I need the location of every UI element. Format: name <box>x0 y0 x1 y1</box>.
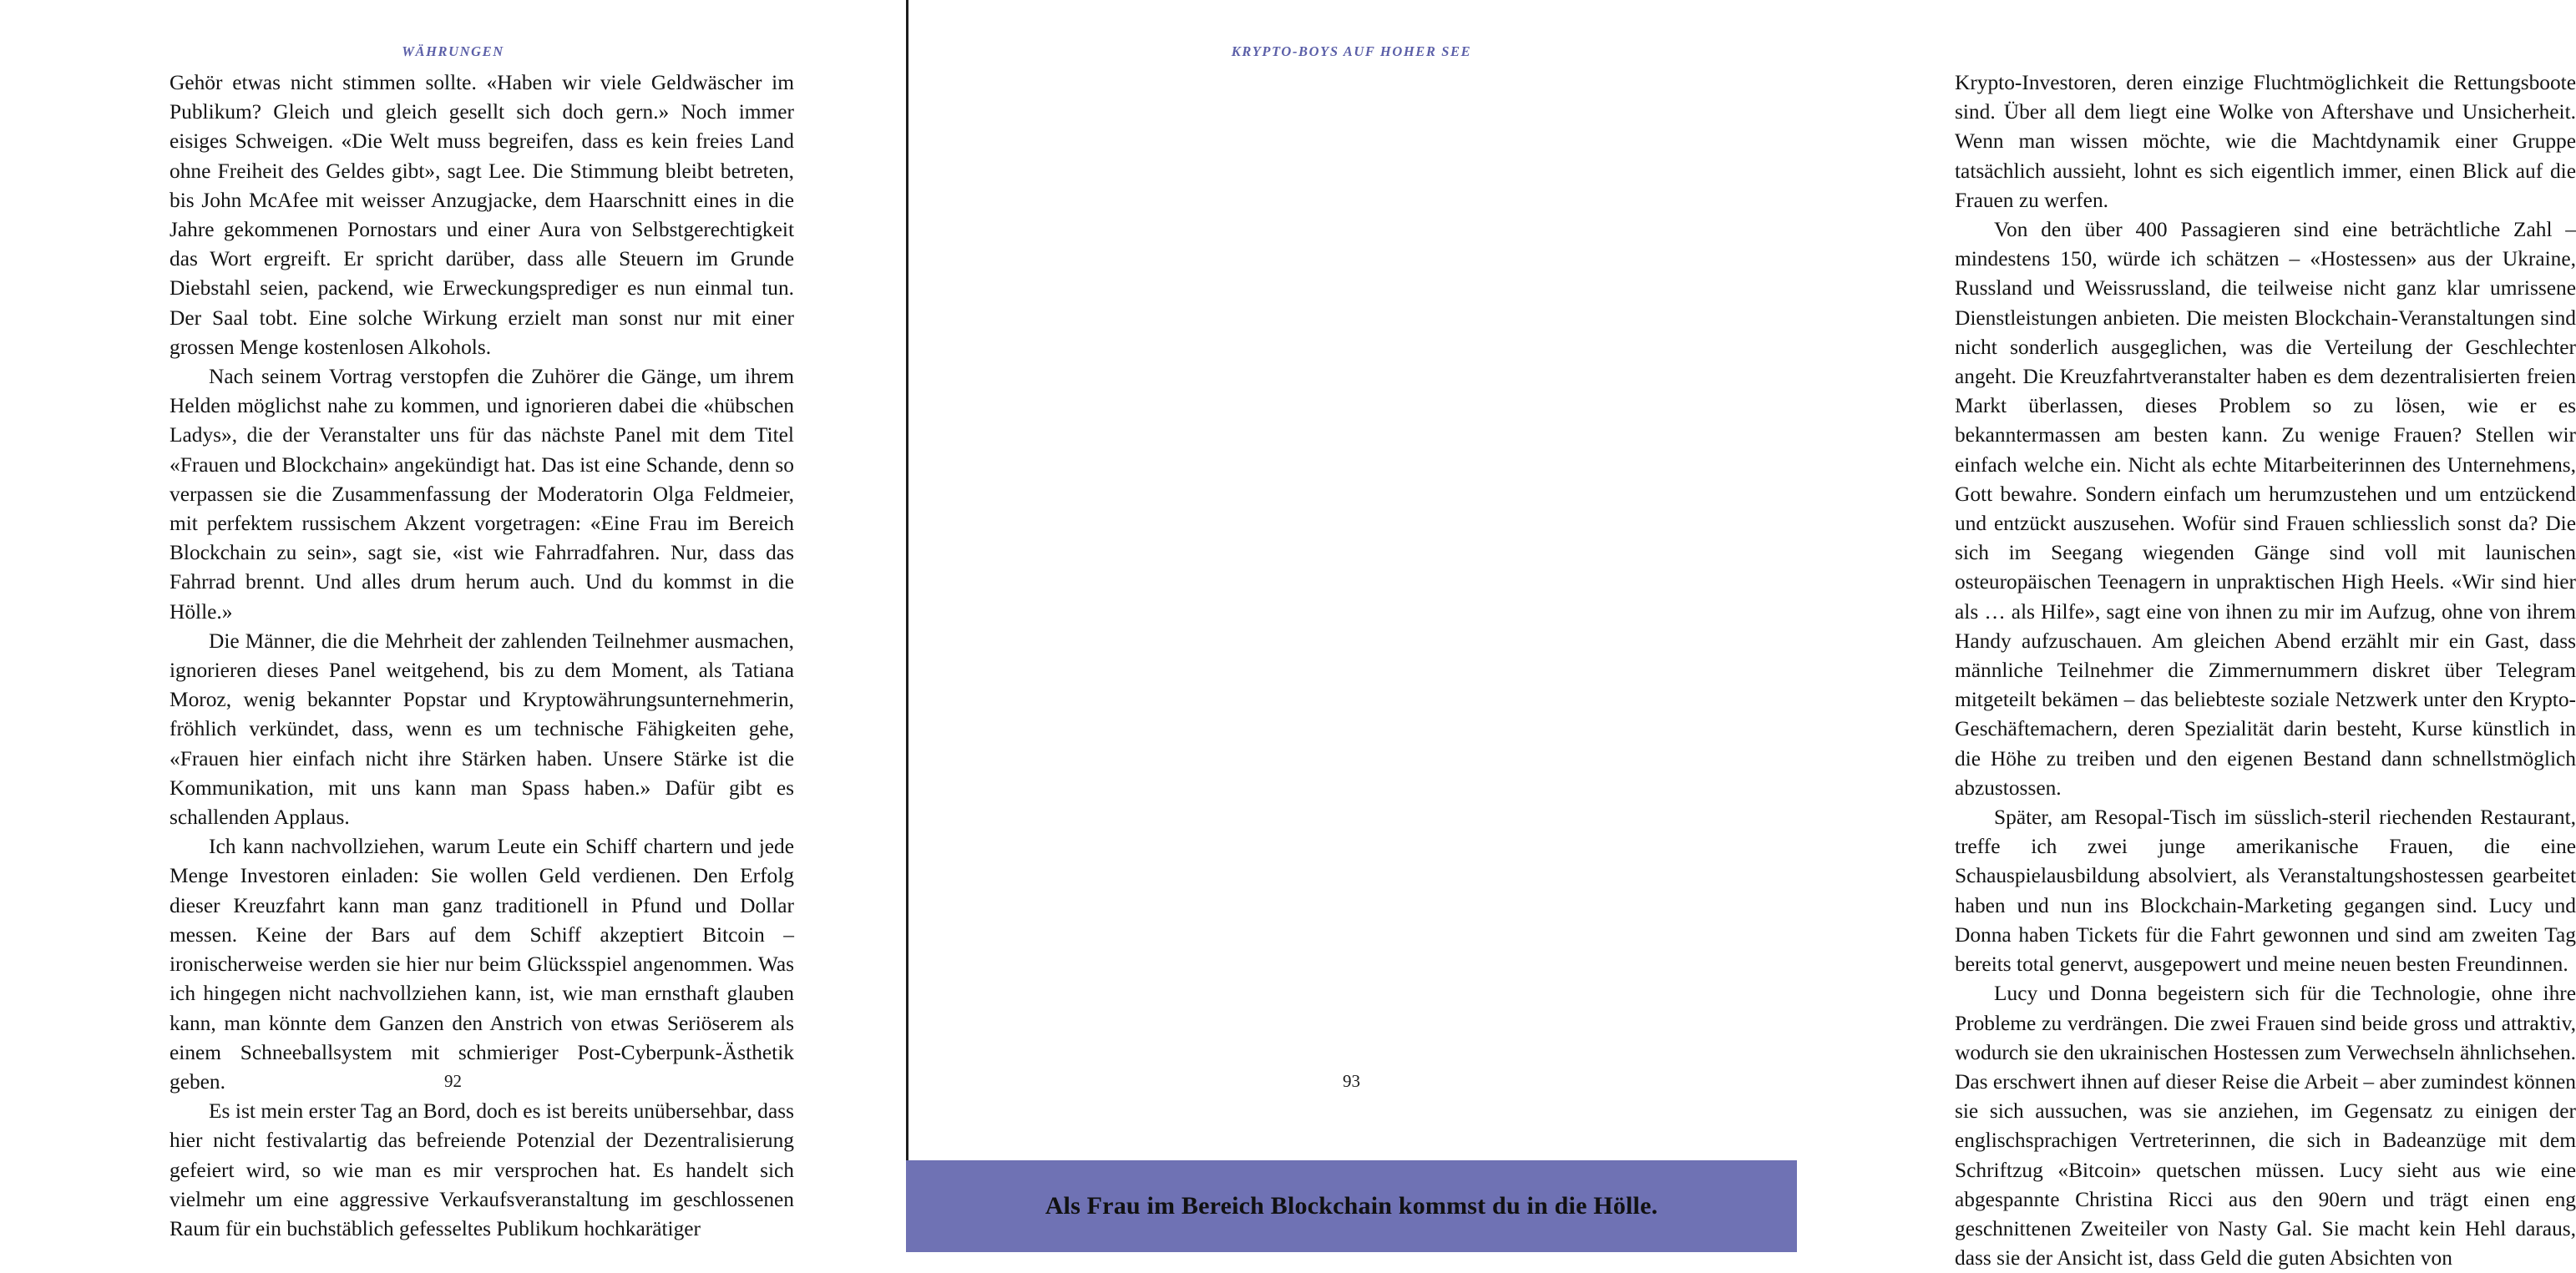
paragraph: Von den über 400 Passagieren sind eine beträchtliche Zahl – mindestens 150, würde ich schätzen – «Hostessen» aus der Ukraine, Russland und Weissrussland, die teilweise nicht ganz klar umrissene Dienstleistungen anbieten. Die meisten Blockchain-Veranstaltungen sind nicht sonderlich ausgeglichen, was die Verteilung der Geschlechter angeht. Die Kreuzfahrtveranstalter haben es dem dezentralisierten freien Markt überlassen, dieses Problem so zu lösen, wie er es bekanntermassen am besten kann. Zu wenige Frauen? Stellen wir einfach welche ein. Nicht als echte Mitarbeiterinnen des Unternehmens, Gott bewahre. Sondern einfach um herumzustehen und um entzückend und entzückt auszusehen. Wofür sind Frauen schliesslich sonst da? Die sich im Seegang wiegenden Gänge sind voll mit launischen osteuropäischen Teenagern in unpraktischen High Heels. «Wir sind hier als … als Hilfe», sagt eine von ihnen zu mir im Aufzug, ohne von ihrem Handy aufzuschauen. Am gleichen Abend erzählt mir ein Gast, dass männliche Teilnehmer die Zimmernummern diskret über Telegram mitgeteilt bekämen – das beliebteste soziale Netzwerk unter den Krypto-Geschäftemachern, deren Spezialität darin besteht, Kurse künstlich in die Höhe zu treiben und den eigenen Bestand dann schnellstmöglich abzustossen. <box>1955 218 2576 800</box>
page-right <box>906 0 2576 1270</box>
body-text-right <box>1955 68 2576 1273</box>
paragraph: Krypto-Investoren, deren einzige Fluchtmöglichkeit die Rettungsboote sind. Über all dem liegt eine Wolke von Aftershave und Unsicherheit. Wenn man wissen möchte, wie die Machtdynamik einer Gruppe tatsächlich aussieht, lohnt es sich eigentlich immer, einen Blick auf die Frauen zu werfen. <box>1955 71 2576 212</box>
page-number-right: 93 <box>1343 1071 1360 1091</box>
paragraph: Nach seinem Vortrag verstopfen die Zuhörer die Gänge, um ihrem Helden möglichst nahe zu kommen, und ignorieren dabei die «hübschen Ladys», die der Veranstalter uns für das nächste Panel mit dem Titel «Frauen und Blockchain» angekündigt hat. Das ist eine Schande, denn so verpassen sie die Zusammenfassung der Moderatorin Olga Feldmeier, mit perfektem russischem Akzent vorgetragen: «Eine Frau im Bereich Blockchain zu sein», sagt sie, «ist wie Fahrradfahren. Nur, dass das Fahrrad brennt. Und alles drum herum auch. Und du kommst in die Hölle.» <box>170 365 794 624</box>
page-left <box>0 0 906 1252</box>
paragraph: Die Männer, die die Mehrheit der zahlenden Teilnehmer ausmachen, ignorieren dieses Panel weitgehend, bis zu dem Moment, als Tatiana Moroz, wenig bekannter Popstar und Kryptowährungsunternehmerin, fröhlich verkündet, dass, wenn es um technische Fähigkeiten gehe, «Frauen hier einfach nicht ihre Stärken haben. Unsere Stärke ist die Kommunikation, mit uns kann man Spass haben.» Dafür gibt es schallenden Applaus. <box>170 629 794 830</box>
pullquote-text: Als Frau im Bereich Blockchain kommst du in die Hölle. <box>1045 1192 1658 1220</box>
pullquote-band <box>906 1160 1797 1252</box>
paragraph: Gehör etwas nicht stimmen sollte. «Haben wir viele Geldwäscher im Publikum? Gleich und gleich gesellt sich doch gern.» Noch immer eisiges Schweigen. «Die Welt muss begreifen, dass es kein freies Land ohne Freiheit des Geldes gibt», sagt Lee. Die Stimmung bleibt betreten, bis John McAfee mit weisser Anzugjacke, dem Haarschnitt eines in die Jahre gekommenen Pornostars und einer Aura von Selbstgerechtigkeit das Wort ergreift. Er spricht darüber, dass alle Steuern im Grunde Diebstahl seien, packend, wie Erweckungsprediger es nun einmal tun. Der Saal tobt. Eine solche Wirkung erzielt man sonst nur mit einer grossen Menge kostenlosen Alkohols. <box>170 71 794 359</box>
page-number-left: 92 <box>444 1071 462 1091</box>
paragraph: Es ist mein erster Tag an Bord, doch es ist bereits unübersehbar, dass hier nicht festivalartig das befreiende Potenzial der Dezentralisierung gefeiert wird, so wie man es mir versprochen hat. Es handelt sich vielmehr um eine aggressive Verkaufsveranstaltung im geschlossenen Raum für ein buchstäblich gefesseltes Publikum hochkarätiger <box>170 1099 794 1240</box>
paragraph: Ich kann nachvollziehen, warum Leute ein Schiff chartern und jede Menge Investoren einladen: Sie wollen Geld verdienen. Den Erfolg dieser Kreuzfahrt kann man ganz traditionell in Pfund und Dollar messen. Keine der Bars auf dem Schiff akzeptiert Bitcoin – ironischerweise werden sie hier nur beim Glücksspiel angenommen. Was ich hingegen nicht nachvollziehen kann, ist, wie man ernsthaft glauben kann, man könnte dem Ganzen den Anstrich von etwas Seriöserem als einem Schneeballsystem mit schmieriger Post-Cyberpunk-Ästhetik geben. <box>170 835 794 1094</box>
running-head-left: WÄHRUNGEN <box>402 43 504 59</box>
running-head-right: KRYPTO-BOYS AUF HOHER SEE <box>1231 43 1472 59</box>
paragraph: Lucy und Donna begeistern sich für die Technologie, ohne ihre Probleme zu verdrängen. Die zwei Frauen sind beide gross und attraktiv, wodurch sie den ukrainischen Hostessen zum Verwechseln ähnlichsehen. Das erschwert ihnen auf dieser Reise die Arbeit – aber zumindest können sie sich aussuchen, was sie anziehen, im Gegensatz zu einigen der englischsprachigen Vertreterinnen, die sich in Badeanzüge mit dem Schriftzug «Bitcoin» quetschen müssen. Lucy sieht aus wie eine abgespannte Christina Ricci aus den 90ern und trägt einen eng geschnittenen Zweiteiler von Nasty Gal. Sie macht kein Hehl daraus, dass sie der Ansicht ist, dass Geld die guten Absichten von <box>1955 982 2576 1270</box>
paragraph: Später, am Resopal-Tisch im süsslich-steril riechenden Restaurant, treffe ich zwei junge amerikanische Frauen, die eine Schauspielausbildung absolviert, als Veranstaltungshostessen gearbeitet haben und nun ins Blockchain-Marketing gegangen sind. Lucy und Donna haben Tickets für die Fahrt gewonnen und sind am zweiten Tag bereits total genervt, ausgepowert und meine neuen besten Freundinnen. <box>1955 806 2576 977</box>
body-text-left <box>170 68 794 1244</box>
